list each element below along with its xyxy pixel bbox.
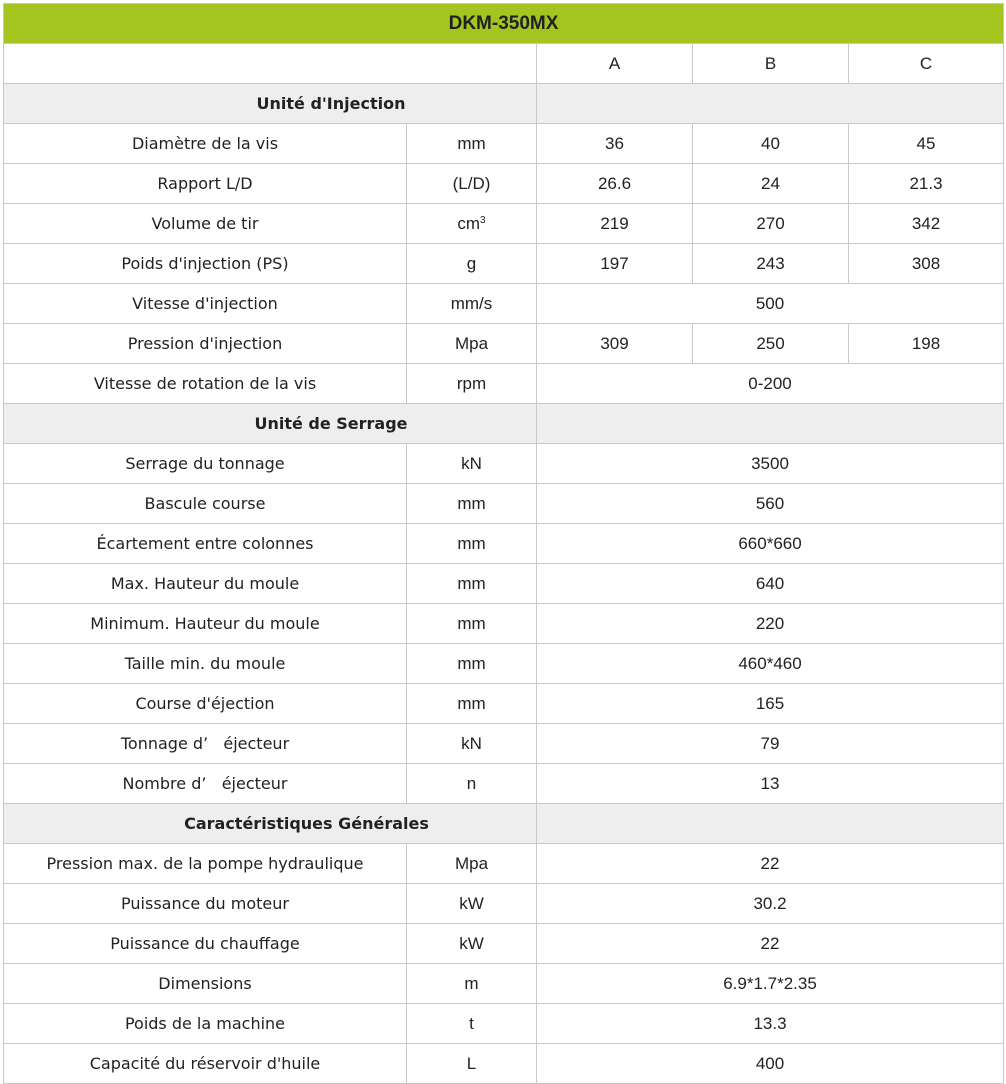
spec-row bbox=[4, 324, 1004, 364]
section-title-text: Unité de Serrage bbox=[254, 414, 408, 433]
spec-unit: mm bbox=[407, 524, 537, 564]
spec-unit: g bbox=[407, 244, 537, 284]
spec-label: Volume de tir bbox=[4, 204, 407, 244]
spec-value-all: 79 bbox=[537, 724, 1004, 764]
spec-label: Vitesse de rotation de la vis bbox=[4, 364, 407, 404]
spec-value-a: 309 bbox=[537, 324, 693, 364]
spec-row bbox=[4, 444, 1004, 484]
spec-row bbox=[4, 484, 1004, 524]
table-title: DKM-350MX bbox=[4, 4, 1004, 44]
spec-label: Dimensions bbox=[4, 964, 407, 1004]
spec-value-all: 22 bbox=[537, 844, 1004, 884]
spec-value-all: 13 bbox=[537, 764, 1004, 804]
spec-row bbox=[4, 924, 1004, 964]
spec-unit: mm bbox=[407, 604, 537, 644]
spec-value-b: 270 bbox=[693, 204, 849, 244]
spec-label: Course d'éjection bbox=[4, 684, 407, 724]
spec-label: Puissance du moteur bbox=[4, 884, 407, 924]
spec-unit: kW bbox=[407, 924, 537, 964]
spec-unit: kW bbox=[407, 884, 537, 924]
spec-value-all: 460*460 bbox=[537, 644, 1004, 684]
spec-row bbox=[4, 124, 1004, 164]
spec-unit: mm bbox=[407, 684, 537, 724]
section-header-row bbox=[4, 84, 1004, 124]
spec-label: Rapport L/D bbox=[4, 164, 407, 204]
spec-unit: mm bbox=[407, 484, 537, 524]
spec-row bbox=[4, 1044, 1004, 1084]
spec-unit: Mpa bbox=[407, 324, 537, 364]
spec-unit: (L/D) bbox=[407, 164, 537, 204]
spec-label: Diamètre de la vis bbox=[4, 124, 407, 164]
column-header-b: B bbox=[693, 44, 849, 84]
spec-row bbox=[4, 884, 1004, 924]
spec-unit: mm bbox=[407, 564, 537, 604]
spec-unit: kN bbox=[407, 724, 537, 764]
spec-unit: rpm bbox=[407, 364, 537, 404]
spec-row bbox=[4, 364, 1004, 404]
spec-value-a: 197 bbox=[537, 244, 693, 284]
spec-row bbox=[4, 564, 1004, 604]
spec-value-all: 0-200 bbox=[537, 364, 1004, 404]
spec-row bbox=[4, 164, 1004, 204]
spec-unit: mm bbox=[407, 644, 537, 684]
spec-value-a: 36 bbox=[537, 124, 693, 164]
spec-label: Bascule course bbox=[4, 484, 407, 524]
section-blank-cell bbox=[537, 804, 1004, 844]
spec-row bbox=[4, 284, 1004, 324]
column-header-a: A bbox=[537, 44, 693, 84]
section-header-row bbox=[4, 404, 1004, 444]
column-header-row bbox=[4, 44, 1004, 84]
spec-row bbox=[4, 604, 1004, 644]
header-blank-cell bbox=[4, 44, 537, 84]
spec-value-all: 3500 bbox=[537, 444, 1004, 484]
spec-value-a: 26.6 bbox=[537, 164, 693, 204]
spec-row bbox=[4, 244, 1004, 284]
spec-label: Pression d'injection bbox=[4, 324, 407, 364]
spec-value-a: 219 bbox=[537, 204, 693, 244]
spec-row bbox=[4, 844, 1004, 884]
spec-label: Tonnage d’ éjecteur bbox=[4, 724, 407, 764]
spec-unit: t bbox=[407, 1004, 537, 1044]
spec-label: Serrage du tonnage bbox=[4, 444, 407, 484]
spec-label: Puissance du chauffage bbox=[4, 924, 407, 964]
spec-label: Taille min. du moule bbox=[4, 644, 407, 684]
spec-value-all: 165 bbox=[537, 684, 1004, 724]
section-title bbox=[4, 404, 537, 444]
spec-value-all: 660*660 bbox=[537, 524, 1004, 564]
spec-row bbox=[4, 724, 1004, 764]
spec-value-c: 342 bbox=[849, 204, 1004, 244]
spec-value-c: 45 bbox=[849, 124, 1004, 164]
spec-unit: kN bbox=[407, 444, 537, 484]
spec-value-c: 21.3 bbox=[849, 164, 1004, 204]
spec-unit: mm bbox=[407, 124, 537, 164]
spec-label: Écartement entre colonnes bbox=[4, 524, 407, 564]
spec-value-all: 500 bbox=[537, 284, 1004, 324]
spec-label: Capacité du réservoir d'huile bbox=[4, 1044, 407, 1084]
spec-value-all: 220 bbox=[537, 604, 1004, 644]
title-row bbox=[4, 4, 1004, 44]
spec-value-b: 24 bbox=[693, 164, 849, 204]
spec-table bbox=[3, 3, 1004, 1084]
spec-label: Nombre d’ éjecteur bbox=[4, 764, 407, 804]
spec-label: Pression max. de la pompe hydraulique bbox=[4, 844, 407, 884]
section-title bbox=[4, 804, 537, 844]
spec-label: Minimum. Hauteur du moule bbox=[4, 604, 407, 644]
spec-value-all: 400 bbox=[537, 1044, 1004, 1084]
section-header-row bbox=[4, 804, 1004, 844]
unit-superscript: 3 bbox=[480, 214, 486, 226]
section-title-text: Unité d'Injection bbox=[256, 94, 406, 113]
spec-unit bbox=[407, 204, 537, 244]
spec-row bbox=[4, 524, 1004, 564]
spec-value-b: 250 bbox=[693, 324, 849, 364]
spec-value-all: 640 bbox=[537, 564, 1004, 604]
spec-row bbox=[4, 764, 1004, 804]
spec-value-all: 13.3 bbox=[537, 1004, 1004, 1044]
spec-value-all: 560 bbox=[537, 484, 1004, 524]
spec-value-all: 30.2 bbox=[537, 884, 1004, 924]
spec-unit: L bbox=[407, 1044, 537, 1084]
section-title-text: Caractéristiques Générales bbox=[184, 814, 429, 833]
spec-unit: n bbox=[407, 764, 537, 804]
spec-value-b: 243 bbox=[693, 244, 849, 284]
spec-row bbox=[4, 644, 1004, 684]
spec-row bbox=[4, 684, 1004, 724]
spec-label: Max. Hauteur du moule bbox=[4, 564, 407, 604]
spec-label: Vitesse d'injection bbox=[4, 284, 407, 324]
spec-unit: m bbox=[407, 964, 537, 1004]
spec-value-c: 198 bbox=[849, 324, 1004, 364]
section-blank-cell bbox=[537, 84, 1004, 124]
spec-row bbox=[4, 1004, 1004, 1044]
spec-label: Poids de la machine bbox=[4, 1004, 407, 1044]
spec-unit: Mpa bbox=[407, 844, 537, 884]
unit-base: cm bbox=[457, 213, 481, 233]
spec-value-c: 308 bbox=[849, 244, 1004, 284]
section-blank-cell bbox=[537, 404, 1004, 444]
section-title bbox=[4, 84, 537, 124]
spec-unit: mm/s bbox=[407, 284, 537, 324]
spec-row bbox=[4, 964, 1004, 1004]
column-header-c: C bbox=[849, 44, 1004, 84]
spec-value-b: 40 bbox=[693, 124, 849, 164]
spec-value-all: 22 bbox=[537, 924, 1004, 964]
spec-value-all: 6.9*1.7*2.35 bbox=[537, 964, 1004, 1004]
spec-label: Poids d'injection (PS) bbox=[4, 244, 407, 284]
spec-row bbox=[4, 204, 1004, 244]
